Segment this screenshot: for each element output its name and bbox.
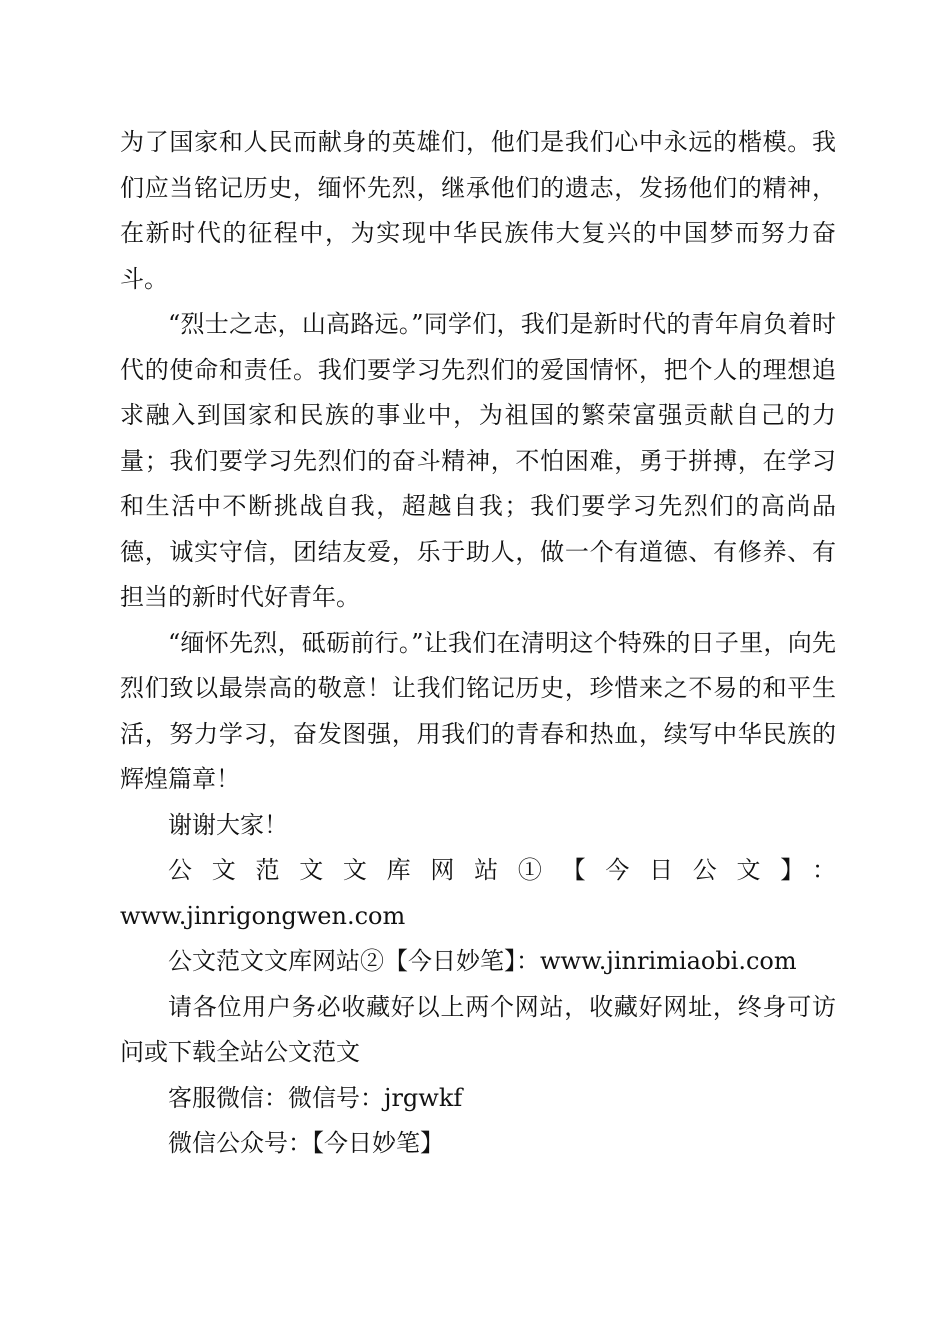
bookmark-notice: 请各位用户务必收藏好以上两个网站，收藏好网址，终身可访问或下载全站公文范文 <box>120 992 836 1066</box>
site1-url: www.jinrigongwen.com <box>120 901 406 930</box>
customer-service-wechat: 客服微信：微信号：jrgwkf <box>168 1083 463 1112</box>
closing-thanks: 谢谢大家！ <box>168 810 288 839</box>
site2-line: 公文范文文库网站②【今日妙笔】：www.jinrimiaobi.com <box>168 947 797 975</box>
document-page <box>120 120 836 1167</box>
wechat-official-account: 微信公众号：【今日妙笔】 <box>168 1129 444 1157</box>
body-paragraph-2: “烈士之志，山高路远。”同学们，我们是新时代的青年肩负着时代的使命和责任。我们要学习先烈们的爱国情怀，把个人的理想追求融入到国家和民族的事业中，为祖国的繁荣富强贡献自己的力量；我们要学习先烈们的奋斗精神，不怕困难，勇于拼搏，在学习和生活中不断挑战自我，超越自我；我们要学习先烈们的高尚品德，诚实守信，团结友爱，乐于助人，做一个有道德、有修养、有担当的新时代好青年。 <box>120 310 836 611</box>
body-paragraph-1: 为了国家和人民而献身的英雄们，他们是我们心中永远的楷模。我们应当铭记历史，缅怀先烈，继承他们的遗志，发扬他们的精神，在新时代的征程中，为实现中华民族伟大复兴的中国梦而努力奋斗。 <box>120 128 836 293</box>
site1-label: 公文范文文库网站①【今日公文】： <box>168 856 836 884</box>
body-paragraph-3: “缅怀先烈，砥砺前行。”让我们在清明这个特殊的日子里，向先烈们致以最崇高的敬意！让我们铭记历史，珍惜来之不易的和平生活，努力学习，奋发图强，用我们的青春和热血，续写中华民族的辉煌篇章！ <box>120 628 836 793</box>
